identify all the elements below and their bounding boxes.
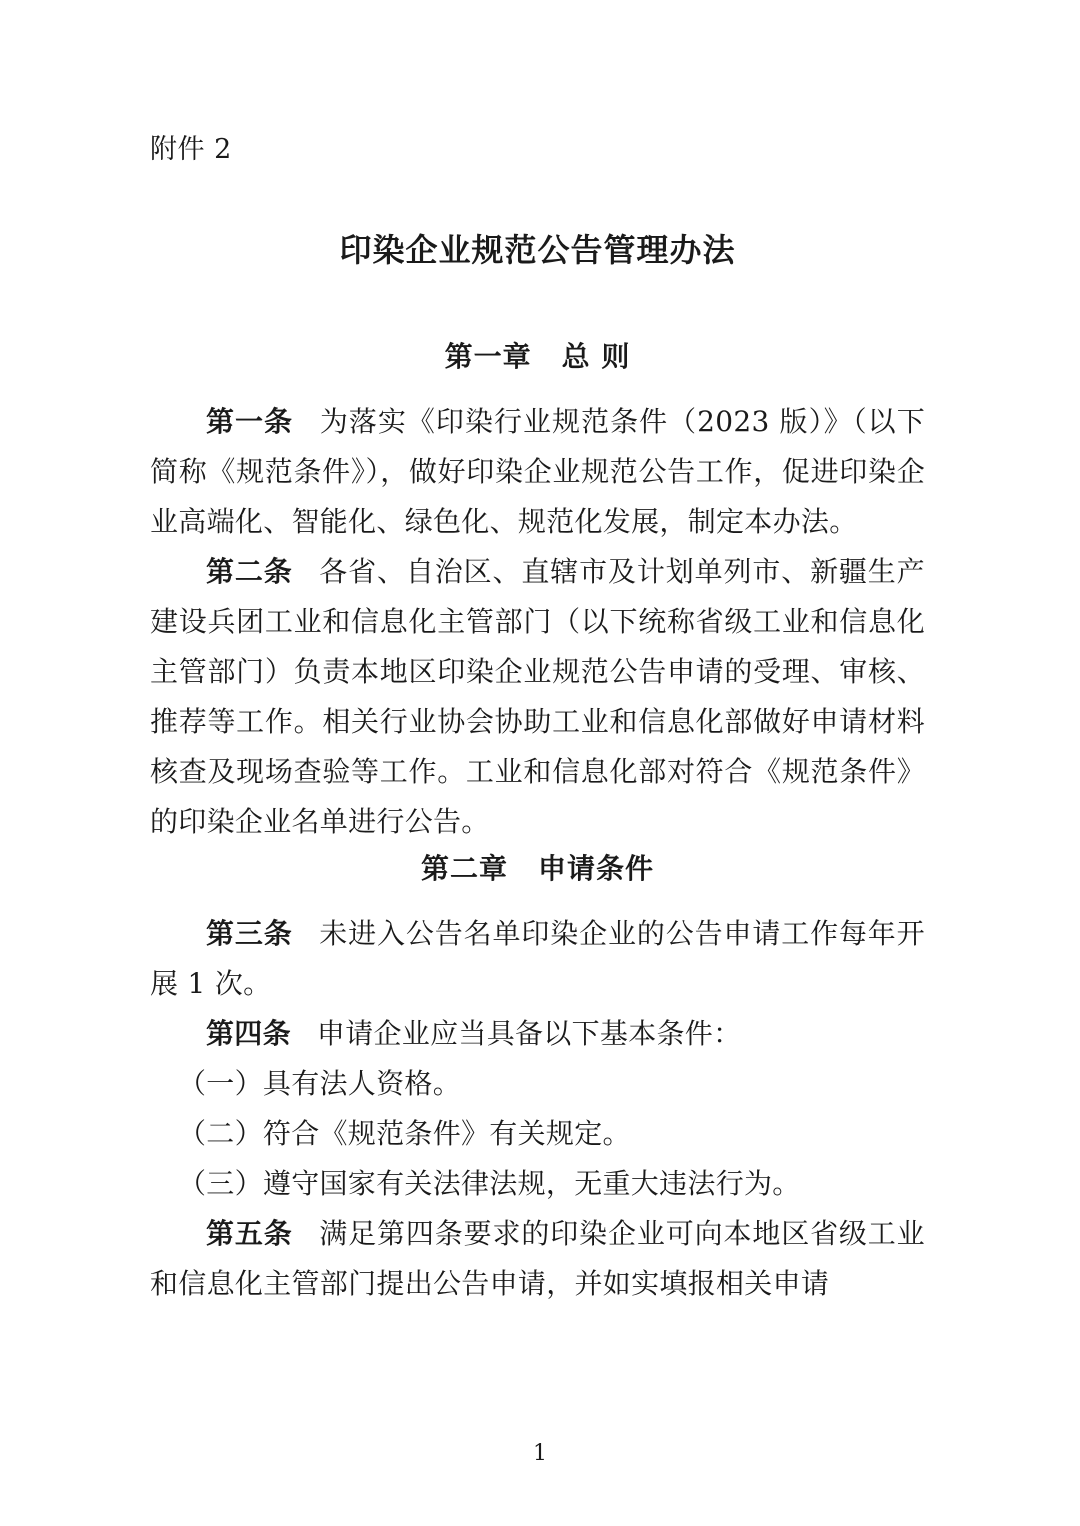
page-title: 印染企业规范公告管理办法	[339, 231, 736, 270]
article-3	[150, 909, 925, 1009]
article-3-number: 第三条	[206, 917, 293, 951]
document-body	[150, 132, 925, 1309]
article-3-text: 未进入公告名单印染企业的公告申请工作每年开展 1 次。	[150, 917, 925, 1001]
chapter-2-name: 申请条件	[538, 852, 655, 886]
list-item: （一）具有法人资格。	[178, 1067, 462, 1101]
article-4-text: 申请企业应当具备以下基本条件：	[316, 1017, 742, 1051]
article-4	[150, 1009, 925, 1059]
article-1-text: 为落实《印染行业规范条件（2023 版）》（以下简称《规范条件》），做好印染企业规范公告工作，促进印染企业高端化、智能化、绿色化、规范化发展，制定本办法。	[150, 405, 925, 539]
article-1	[150, 397, 925, 547]
list-item: （三）遵守国家有关法律法规，无重大违法行为。	[178, 1167, 801, 1201]
article-5-text: 满足第四条要求的印染企业可向本地区省级工业和信息化主管部门提出公告申请，并如实填报相关申请	[150, 1217, 925, 1301]
chapter-heading-1	[150, 335, 925, 375]
article-2	[150, 547, 925, 847]
chapter-1-name: 总 则	[561, 340, 631, 374]
chapter-heading-2	[150, 847, 925, 887]
chapter-2-label: 第二章	[420, 852, 508, 886]
article-2-text: 各省、自治区、直辖市及计划单列市、新疆生产建设兵团工业和信息化主管部门（以下统称省级工业和信息化主管部门）负责本地区印染企业规范公告申请的受理、审核、推荐等工作。相关行业协会协助工业和信息化部做好申请材料核查及现场查验等工作。工业和信息化部对符合《规范条件》的印染企业名单进行公告。	[150, 555, 925, 839]
article-5	[150, 1209, 925, 1309]
article-5-number: 第五条	[206, 1217, 293, 1251]
list-item: （二）符合《规范条件》有关规定。	[178, 1117, 631, 1151]
page-number: 1	[533, 1441, 547, 1466]
article-4-number: 第四条	[206, 1017, 291, 1051]
attachment-label: 附件 2	[150, 134, 232, 165]
chapter-1-label: 第一章	[444, 340, 532, 374]
article-1-number: 第一条	[206, 405, 294, 439]
article-2-number: 第二条	[206, 555, 293, 589]
